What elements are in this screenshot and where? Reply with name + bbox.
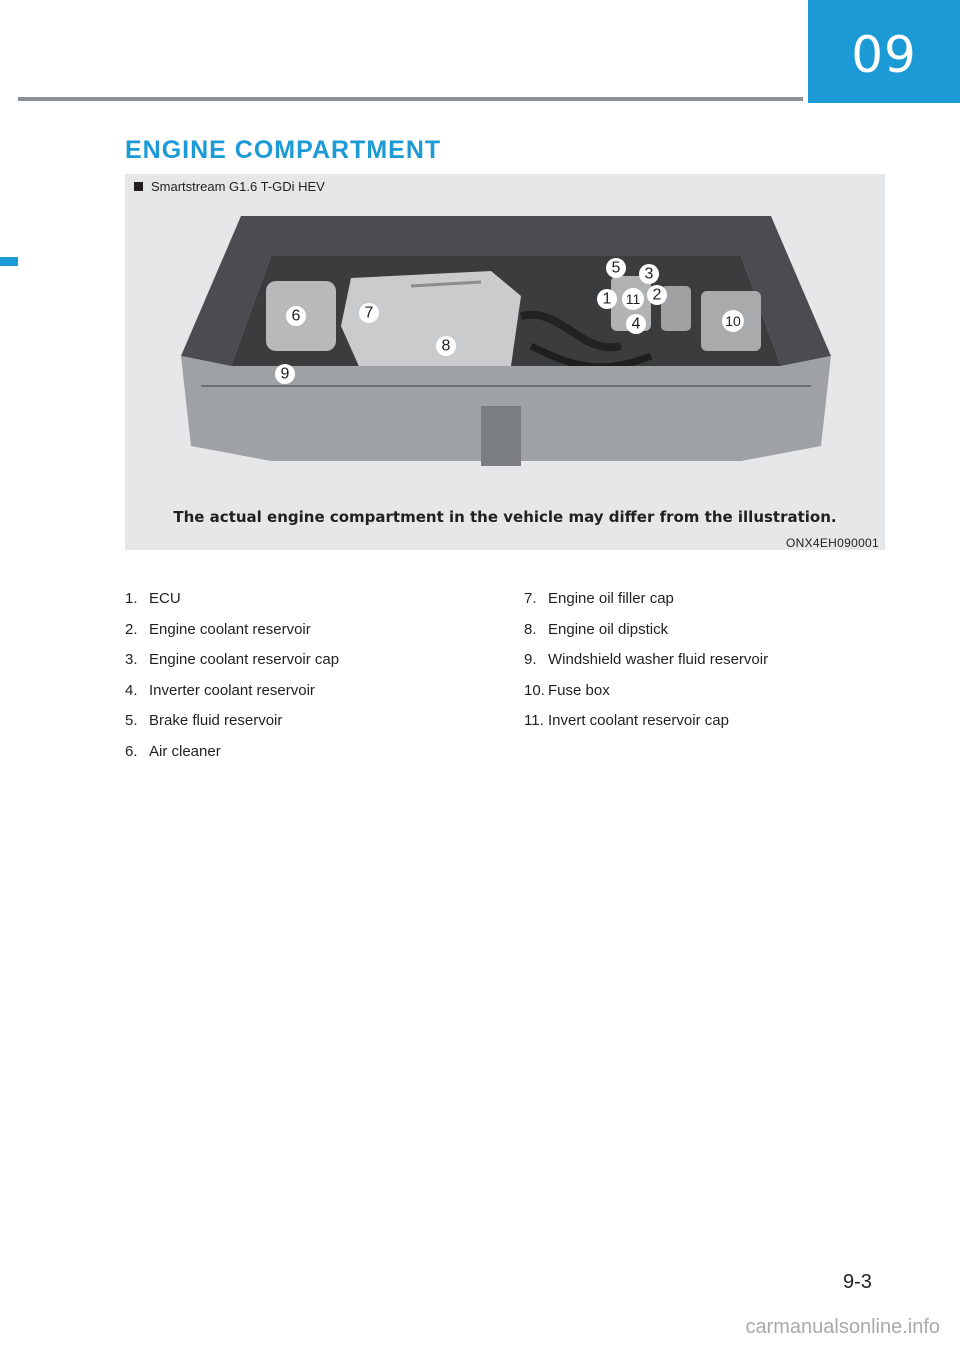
callout-1 — [597, 289, 617, 309]
watermark: carmanualsonline.info — [745, 1316, 940, 1338]
legend-item: 2. Engine coolant reservoir — [125, 620, 311, 638]
svg-text:10: 10 — [725, 313, 741, 329]
engine-figure — [125, 174, 885, 550]
legend-item: 1. ECU — [125, 590, 181, 607]
svg-text:5: 5 — [611, 259, 621, 277]
legend-item: 8. Engine oil dipstick — [524, 620, 669, 638]
callout-9 — [275, 364, 295, 384]
legend-item: 9. Windshield washer fluid reservoir — [524, 651, 769, 669]
chapter-number: 09 — [851, 26, 917, 84]
chapter-tab — [808, 0, 960, 103]
callout-10 — [722, 310, 744, 332]
legend-item: 4. Inverter coolant reservoir — [125, 681, 315, 699]
callout-5 — [606, 258, 626, 278]
engine-variant-label: Smartstream G1.6 T-GDi HEV — [151, 179, 325, 194]
svg-text:6: 6 — [291, 307, 301, 325]
svg-text:1: 1 — [602, 290, 612, 308]
legend-item: 6. Air cleaner — [125, 742, 221, 760]
callout-2 — [647, 285, 667, 305]
legend-item: 3. Engine coolant reservoir cap — [125, 651, 340, 669]
callout-8 — [436, 336, 456, 356]
legend-list-left — [125, 584, 339, 768]
callout-3 — [639, 264, 659, 284]
side-marker — [0, 257, 18, 266]
figure-code: ONX4EH090001 — [786, 536, 879, 550]
square-bullet-icon — [134, 182, 143, 191]
legend-item: 7. Engine oil filler cap — [524, 590, 674, 607]
svg-text:8: 8 — [441, 337, 451, 355]
legend-item: 5. Brake fluid reservoir — [125, 712, 283, 730]
header-rule — [18, 97, 803, 101]
svg-text:4: 4 — [631, 315, 641, 333]
legend-list-right — [524, 584, 768, 737]
figure-caption: The actual engine compartment in the vehicle may differ from the illustration. — [173, 508, 837, 526]
engine-variant-heading — [134, 179, 325, 194]
section-title: ENGINE COMPARTMENT — [125, 136, 442, 164]
svg-text:2: 2 — [652, 286, 662, 304]
legend-item: 10. Fuse box — [524, 681, 610, 699]
svg-text:3: 3 — [644, 265, 654, 283]
legend-item: 11. Invert coolant reservoir cap — [524, 712, 729, 730]
page-number: 9-3 — [843, 1271, 872, 1293]
callout-11 — [622, 288, 644, 310]
svg-text:11: 11 — [625, 291, 641, 307]
callout-4 — [626, 314, 646, 334]
engine-compartment-illustration — [181, 216, 831, 476]
callout-6 — [286, 306, 306, 326]
svg-text:7: 7 — [364, 304, 374, 322]
svg-text:9: 9 — [280, 365, 290, 383]
callout-7 — [359, 303, 379, 323]
